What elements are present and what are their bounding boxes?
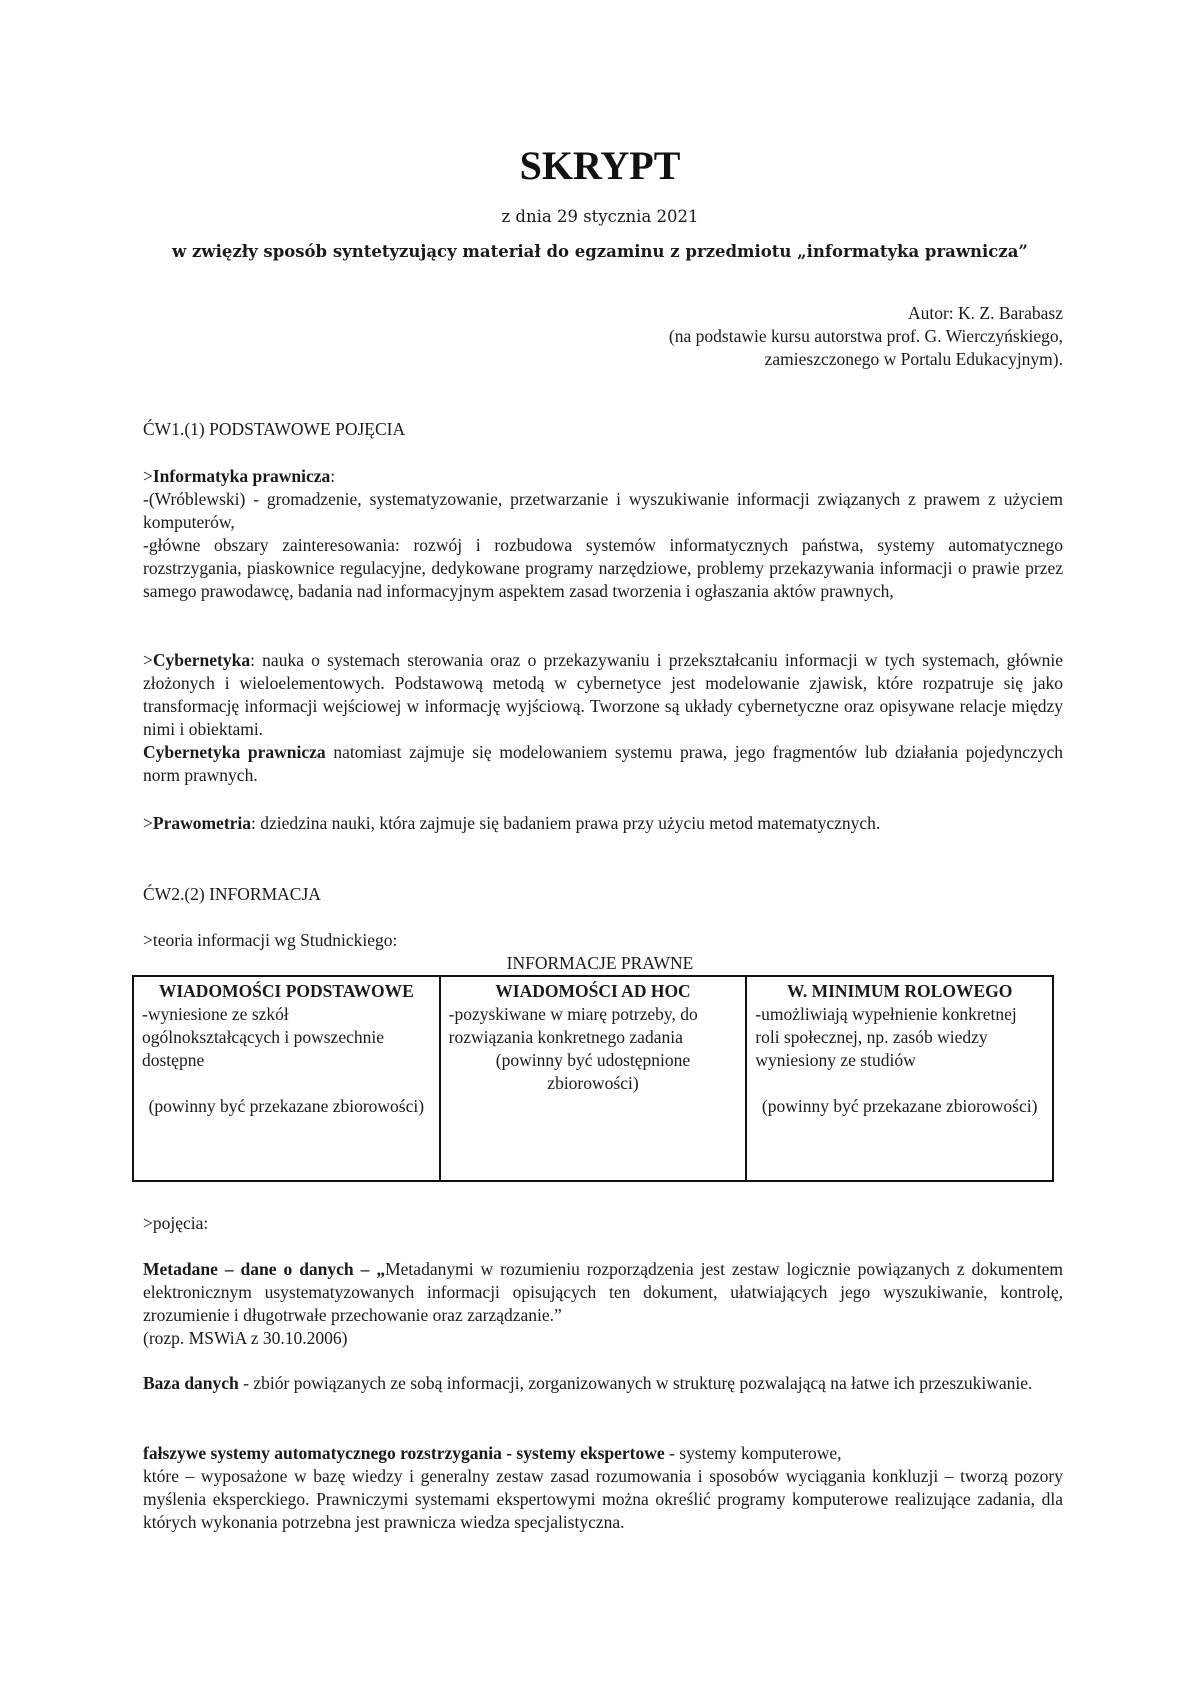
prawometria-paragraph: >Prawometria: dziedzina nauki, która zajmuje się badaniem prawa przy użyciu metod matematycznych. bbox=[143, 813, 881, 833]
baza-definition: - zbiór powiązanych ze sobą informacji, zorganizowanych w strukturę pozwalającą na łatwe ich przeszukiwanie. bbox=[238, 1373, 1033, 1393]
document-subtitle: w zwięzły sposób syntetyzujący materiał do egzaminu z przedmiotu „informatyka prawnicza” bbox=[172, 242, 1028, 261]
table-column-header: WIADOMOŚCI AD HOC bbox=[495, 981, 691, 1001]
informatyka-term-line: >Informatyka prawnicza: bbox=[143, 466, 336, 486]
cybernetyka-prawnicza-line bbox=[143, 741, 1063, 787]
table-cell bbox=[746, 976, 1053, 1181]
table-cell bbox=[133, 976, 440, 1181]
baza-term: Baza danych bbox=[143, 1373, 239, 1393]
cybernetyka-term: Cybernetyka bbox=[152, 650, 251, 670]
metadane-paragraph bbox=[143, 1258, 1063, 1350]
systemy-paragraph bbox=[143, 1442, 1063, 1534]
metadane-definition: Metadanymi w rozumieniu rozporządzenia jest zestaw logicznie powiązanych z dokumentem elektronicznym usystematyzowanych informacji opisujących ten dokument, ułatwiających jego wyszukiwanie, kontrolę, zrozumienie i długotrwałe przechowanie oraz zarządzanie.” bbox=[143, 1259, 1063, 1325]
metadane-term: Metadane – dane o danych – „ bbox=[143, 1259, 386, 1279]
document-title: SKRYPT bbox=[519, 143, 681, 188]
studnicki-intro: >teoria informacji wg Studnickiego: bbox=[143, 930, 398, 950]
cybernetyka-prawnicza-definition: natomiast zajmuje się modelowaniem systemu prawa, jego fragmentów lub działania pojedynczych norm prawnych. bbox=[143, 742, 1063, 785]
section2-heading: ĆW2.(2) INFORMACJA bbox=[143, 884, 321, 904]
systemy-term-line: fałszywe systemy automatycznego rozstrzygania - systemy ekspertowe - systemy komputerowe, bbox=[143, 1443, 842, 1463]
author-source-line1: (na podstawie kursu autorstwa prof. G. Wierczyńskiego, bbox=[668, 326, 1063, 346]
author-source-line2: zamieszczonego w Portalu Edukacyjnym). bbox=[764, 349, 1063, 369]
table-cell-body: -pozyskiwane w miarę potrzeby, do rozwiązania konkretnego zadania bbox=[448, 1004, 698, 1047]
informatyka-definition-2: -główne obszary zainteresowania: rozwój i rozbudowa systemów informatycznych państwa, systemy automatycznego rozstrzygania, piaskownice regulacyjne, dedykowane programy narzędziowe, problemy przekazywania informacji o prawie przez samego prawodawcę, badania nad informacyjnym aspektem zasad tworzenia i ogłaszania aktów prawnych, bbox=[143, 535, 1063, 601]
cybernetyka-prawnicza-term: Cybernetyka prawnicza bbox=[143, 742, 326, 762]
table-cell-note: (powinny być przekazane zbiorowości) bbox=[148, 1096, 425, 1116]
table-cell-body: -umożliwiają wypełnienie konkretnej roli społecznej, np. zasób wiedzy wyniesiony ze studiów bbox=[755, 1004, 1017, 1070]
cybernetyka-paragraph: >Cybernetyka: nauka o systemach sterowania oraz o przekazywaniu i przekształcaniu informacji w tych systemach, głównie złożonych i wieloelementowych. Podstawową metodą w cybernetyce jest modelowanie zjawisk, które rozpatruje się jako transformację informacji wejściowej w informację wyjściową. Tworzone są układy cybernetyczne oraz opisywane relacje między nimi i obiektami. Cybernetyka prawnicza natomiast zajmuje się modelowaniem systemu prawa, jego fragmentów lub działania pojedynczych norm prawnych. bbox=[143, 650, 1063, 785]
table-row bbox=[133, 976, 1053, 1181]
systemy-term: fałszywe systemy automatycznego rozstrzygania - systemy ekspertowe bbox=[143, 1443, 665, 1463]
informatyka-paragraph bbox=[143, 465, 1063, 603]
systemy-definition: które – wyposażone w bazę wiedzy i generalny zestaw zasad rozumowania i sposobów wyciągania konkluzji – tworzą pozory myślenia eksperckiego. Prawniczymi systemami ekspertowymi można określić programy komputerowe realizujące zadania, dla których wykonania potrzebna jest prawnicza wiedza specjalistyczna. bbox=[143, 1466, 1063, 1532]
table-cell-note: (powinny być udostępnione zbiorowości) bbox=[495, 1050, 691, 1093]
informatyka-definition-1: -(Wróblewski) - gromadzenie, systematyzowanie, przetwarzanie i wyszukiwanie informacji związanych z prawem z użyciem komputerów, bbox=[143, 489, 1063, 532]
section1-heading: ĆW1.(1) PODSTAWOWE POJĘCIA bbox=[143, 419, 406, 439]
table-cell-body: -wyniesione ze szkół ogólnokształcących i powszechnie dostępne bbox=[142, 1004, 384, 1070]
table-column-header: W. MINIMUM ROLOWEGO bbox=[786, 981, 1013, 1001]
table-caption: INFORMACJE PRAWNE bbox=[506, 953, 694, 973]
author-block bbox=[669, 302, 1063, 371]
baza-paragraph bbox=[143, 1372, 1063, 1395]
table-cell-note: (powinny być przekazane zbiorowości) bbox=[761, 1096, 1038, 1116]
cybernetyka-definition: : nauka o systemach sterowania oraz o przekazywaniu i przekształcaniu informacji w tych systemach, głównie złożonych i wieloelementowych. Podstawową metodą w cybernetyce jest modelowanie zjawisk, które rozpatruje się jako transformację informacji wejściowej w informację wyjściową. Tworzone są układy cybernetyczne oraz opisywane relacje między nimi i obiektami. bbox=[143, 650, 1063, 739]
table-cell bbox=[440, 976, 747, 1181]
information-table bbox=[132, 975, 1054, 1182]
author-name: Autor: K. Z. Barabasz bbox=[907, 303, 1063, 323]
metadane-source: (rozp. MSWiA z 30.10.2006) bbox=[143, 1328, 348, 1348]
informatyka-term: Informatyka prawnicza bbox=[152, 466, 331, 486]
document-date: z dnia 29 stycznia 2021 bbox=[501, 207, 699, 226]
prawometria-definition: : dziedzina nauki, która zajmuje się badaniem prawa przy użyciu metod matematycznych. bbox=[251, 813, 881, 833]
table-column-header: WIADOMOŚCI PODSTAWOWE bbox=[158, 981, 414, 1001]
pojecia-label: >pojęcia: bbox=[143, 1213, 209, 1233]
prawometria-term: Prawometria bbox=[152, 813, 252, 833]
